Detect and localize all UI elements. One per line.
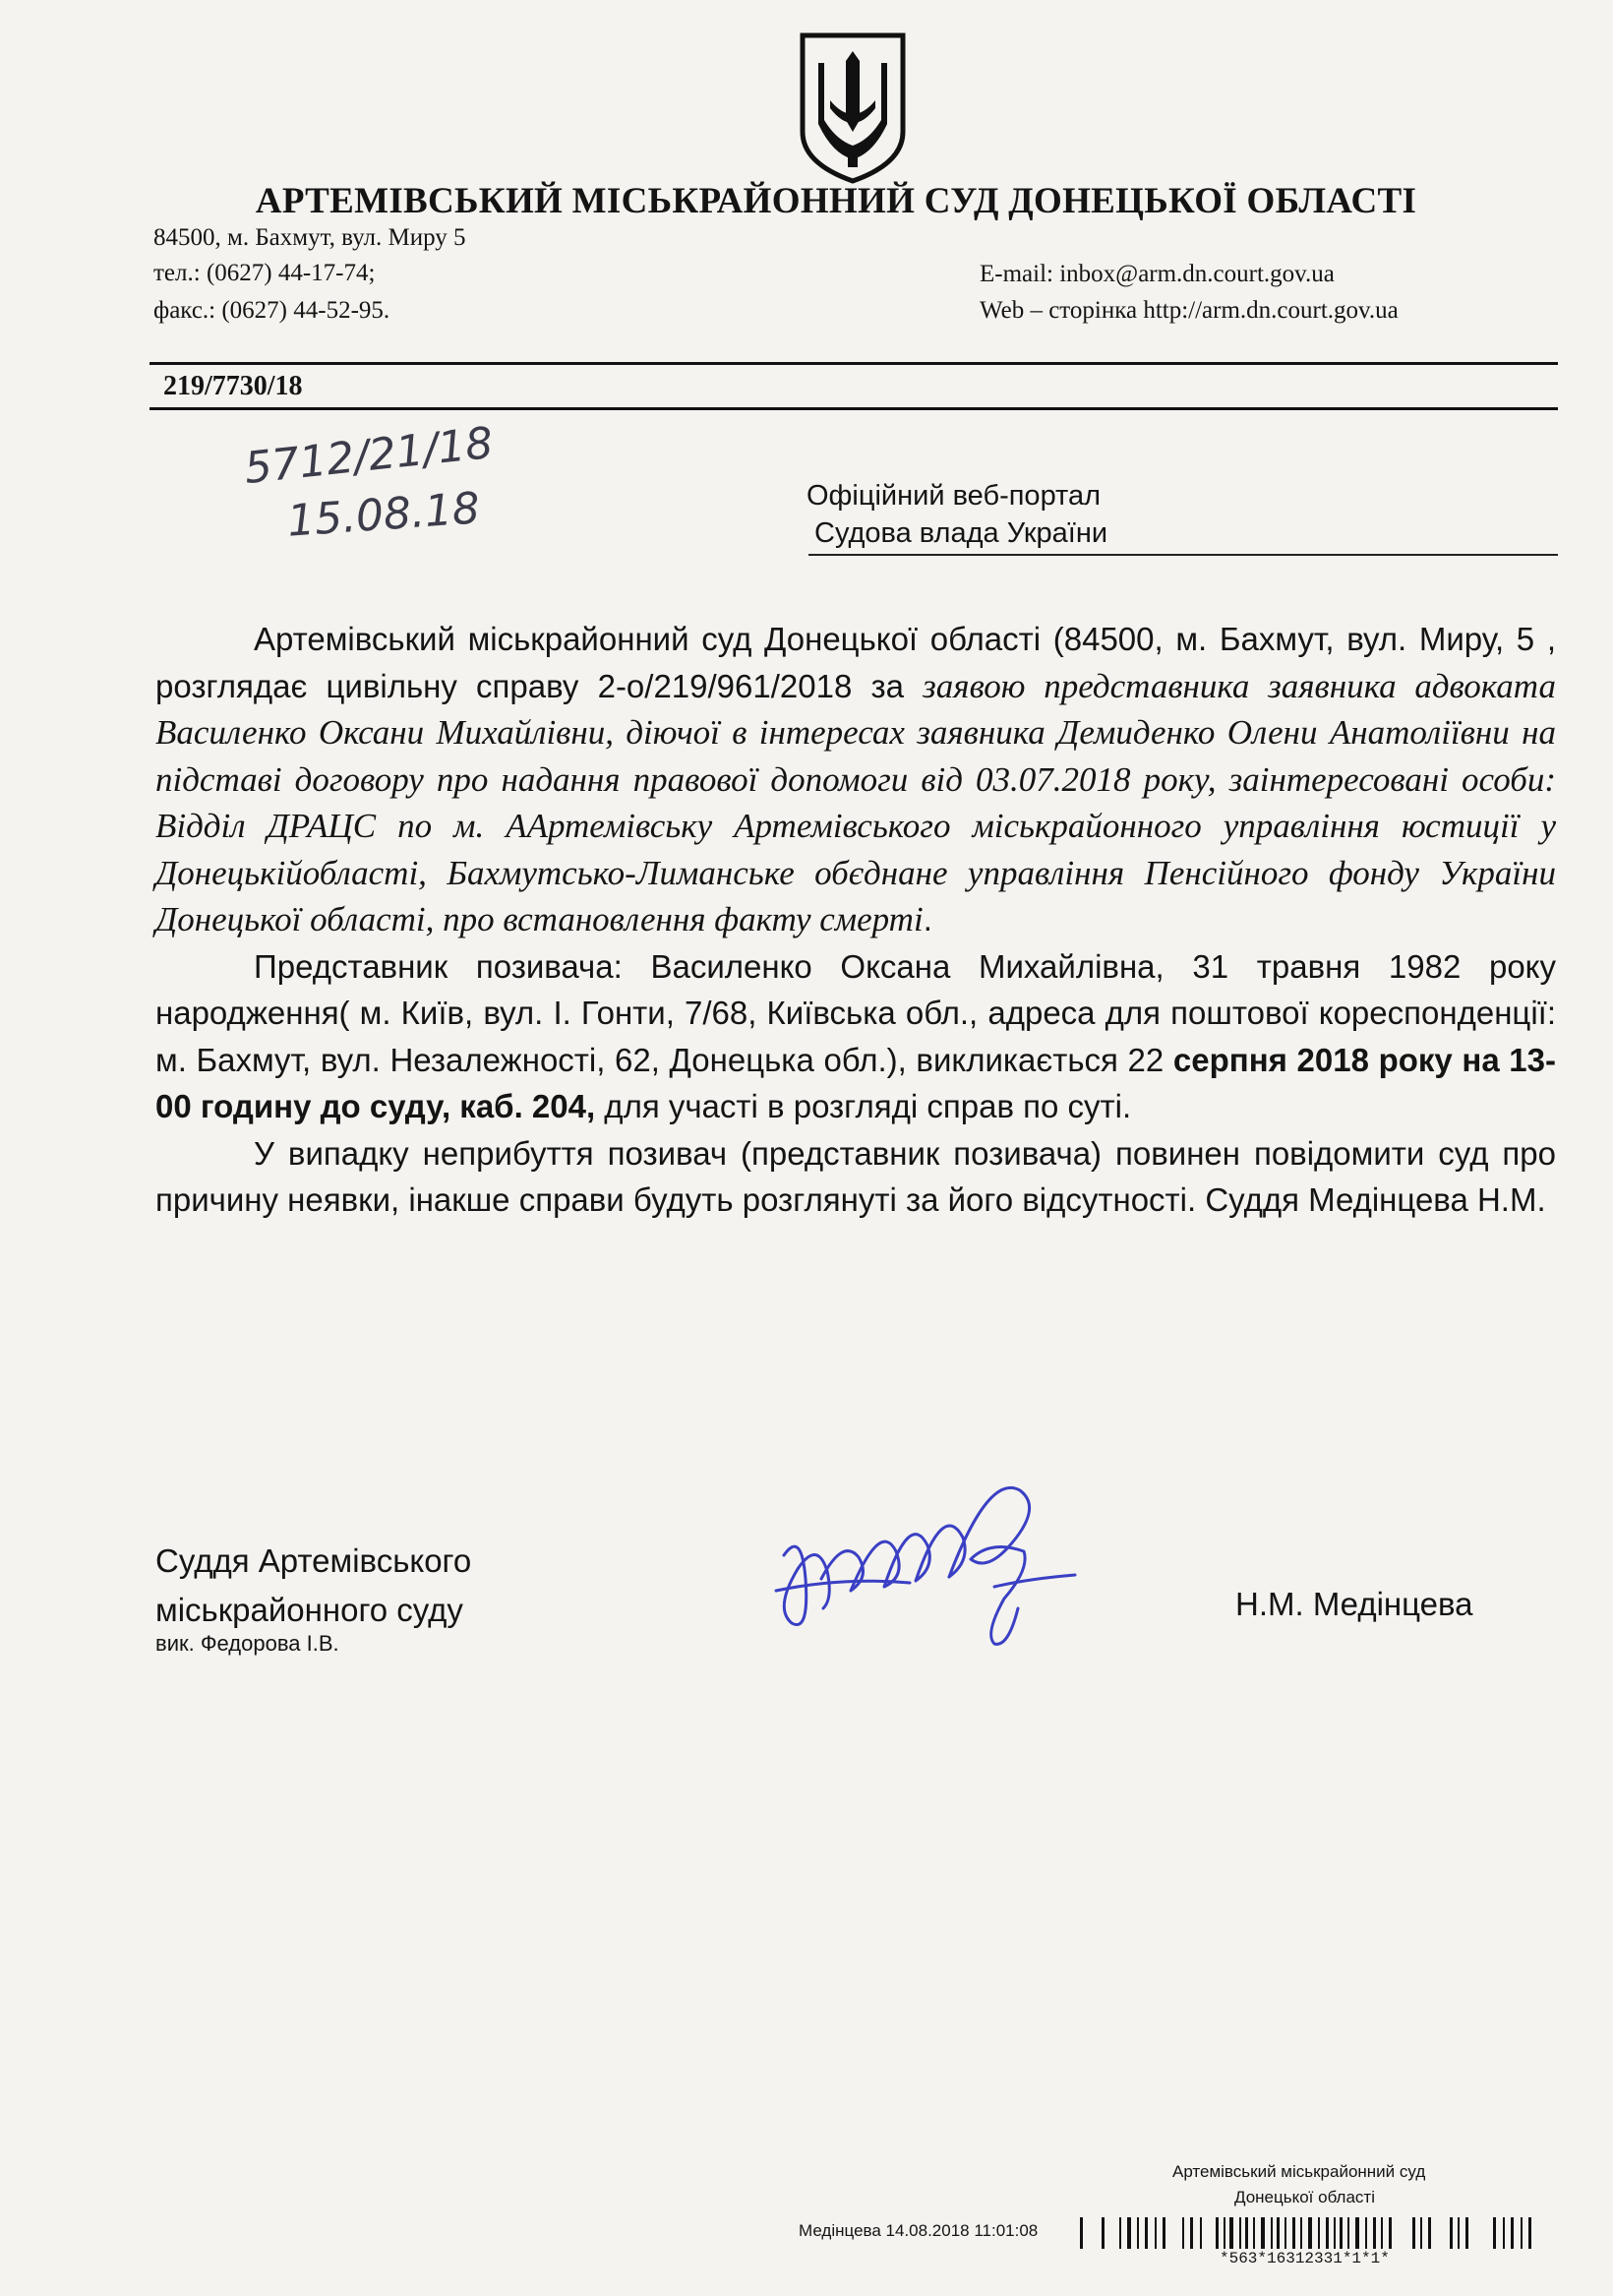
executor-name: вик. Федорова І.В.	[155, 1631, 339, 1656]
recipient-underline	[808, 554, 1558, 556]
handwritten-reg-date: 15.08.18	[285, 483, 482, 547]
court-website: Web – сторінка http://arm.dn.court.gov.ua	[980, 297, 1399, 324]
case-end: .	[923, 901, 932, 937]
stamp-court-name: Артемівський міськрайонний суд	[1172, 2162, 1426, 2181]
case-intro: Артемівський міськрайонний суд Донецької області (84500, м. Бахмут, вул. Миру, 5 , розглядає цивільну справу 2-о/219/961/2018 за	[155, 621, 1556, 704]
barcode-icon	[1080, 2217, 1550, 2249]
court-phone: тел.: (0627) 44-17-74;	[153, 260, 376, 286]
handwritten-reg-number: 5712/21/18	[242, 417, 496, 495]
judge-title-line-2: міськрайонного суду	[155, 1592, 463, 1628]
judge-name: Н.М. Медінцева	[1235, 1586, 1473, 1622]
court-address: 84500, м. Бахмут, вул. Миру 5	[153, 224, 466, 251]
court-name: АРТЕМІВСЬКИЙ МІСЬКРАЙОННИЙ СУД ДОНЕЦЬКОЇ ОБЛАСТІ	[255, 181, 1417, 221]
summons-purpose: для участі в розгляді справ по суті.	[595, 1088, 1132, 1124]
court-fax: факс.: (0627) 44-52-95.	[153, 297, 390, 324]
header-rule-top	[149, 362, 1558, 365]
stamp-signer-timestamp: Медінцева 14.08.2018 11:01:08	[799, 2221, 1039, 2240]
letter-body	[155, 616, 1556, 1224]
stamp-court-region: Донецької області	[1234, 2188, 1375, 2206]
paragraph-absence-notice: У випадку неприбуття позивач (представник позивача) повинен повідомити суд про причину неявки, інакше справи будуть розглянуті за його відсутності. Суддя Медінцева Н.М.	[155, 1134, 1556, 1218]
trident-coat-of-arms-icon	[795, 30, 911, 185]
recipient-line-1: Офіційний веб-портал	[806, 480, 1102, 512]
document-number: 219/7730/18	[163, 371, 303, 401]
judge-title	[155, 1537, 471, 1635]
court-email: E-mail: inbox@arm.dn.court.gov.ua	[980, 261, 1335, 287]
paragraph-case	[155, 616, 1556, 943]
summons-text: Представник позивача: Василенко Оксана Михайлівна, 31 травня 1982 року народження( м. Київ, вул. І. Гонти, 7/68, Київська обл., адреса для поштової кореспонденції: м. Бахмут, вул. Незалежності, 62, Донецька обл.), викликається 22	[155, 947, 1556, 1078]
case-subject: заявою представника заявника адвоката Василенко Оксани Михайлівни, діючої в інтересах заявника Демиденко Олени Анатоліївни на підставі договору про надання правової допомоги від 03.07.2018 року, заінтересовані особи: Відділ ДРАЦС по м. ААртемівську Артемівського міськрайонного управління юстиції у Донецькійобласті, Бахмутсько-Лиманське обєднане управління Пенсійного фонду України Донецької області, про встановлення факту смерті	[155, 666, 1556, 938]
paragraph-summons	[155, 943, 1556, 1130]
barcode-number: *563*16312331*1*1*	[1220, 2250, 1390, 2267]
judge-title-line-1: Суддя Артемівського	[155, 1542, 472, 1579]
recipient-line-2: Судова влада України	[814, 517, 1108, 549]
header-rule-bottom	[149, 407, 1558, 410]
summons-date-time: серпня 2018 року на 13-00 годину до суду, каб. 204,	[155, 1041, 1557, 1124]
handwritten-signature-icon	[762, 1461, 1087, 1667]
